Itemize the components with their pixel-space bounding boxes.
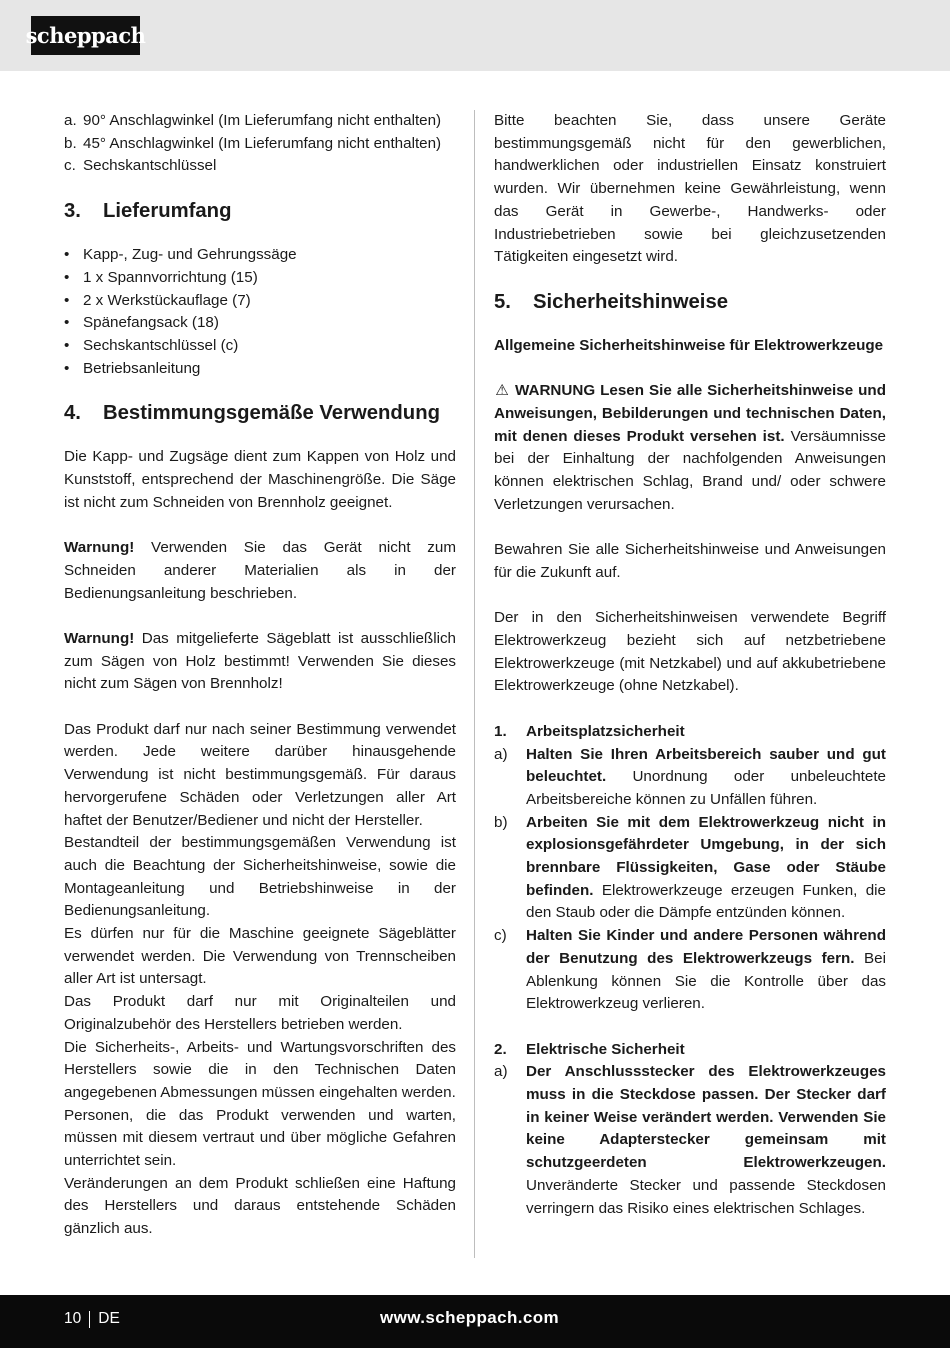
safety-warning: ⚠ WARNUNG Lesen Sie alle Sicherheitshinweise und Anweisungen, Bebilderungen und technischen Daten, mit denen dieses Produkt versehen ist. Versäumnisse bei der Einhaltung der nachfolgenden Anweisungen können elektrischen Schlag, Brand und/ oder schwere Verletzungen verursachen. [494, 382, 886, 513]
body-paragraph: Das Produkt darf nur mit Originalteilen und Originalzubehör des Herstellers betrieben werden. [64, 993, 456, 1033]
list-item: c. Sechskantschlüssel [64, 157, 217, 175]
intro-paragraph: Die Kapp- und Zugsäge dient zum Kappen von Holz und Kunststoff, entsprechend der Maschinengröße. Die Säge ist nicht zum Schneiden von Brennholz geeignet. [64, 448, 456, 511]
warning-triangle-icon: ⚠ [495, 382, 509, 400]
page-indicator [64, 1310, 120, 1328]
column-divider [474, 110, 475, 1258]
body-paragraph: Es dürfen nur für die Maschine geeignete Sägeblätter verwendet werden. Die Verwendung von Trennscheiben aller Art ist untersagt. [64, 925, 456, 988]
body-paragraph: Personen, die das Produkt verwenden und warten, müssen mit diesem vertraut und über mögliche Gefahren unterrichtet sein. [64, 1106, 456, 1170]
body-paragraph: Die Sicherheits-, Arbeits- und Wartungsvorschriften des Herstellers sowie die in den Technischen Daten angegebenen Abmessungen müssen eingehalten werden. [64, 1038, 456, 1101]
right-column [494, 110, 886, 1220]
page-number: 10 [64, 1310, 82, 1327]
subtitle: Allgemeine Sicherheitshinweise für Elektrowerkzeuge [494, 336, 884, 354]
list-item: b. 45° Anschlagwinkel (Im Lieferumfang nicht enthalten) [64, 134, 442, 152]
list-item: • 2 x Werkstückauflage (7) [64, 291, 251, 309]
body-paragraph: Veränderungen an dem Produkt schließen eine Haftung des Herstellers und daraus entstehende Schäden gänzlich aus. [64, 1174, 456, 1238]
body-paragraph: Das Produkt darf nur nach seiner Bestimmung verwendet werden. Jede weitere darüber hinausgehende Verwendung ist nicht bestimmungsgemäß. Für daraus hervorgerufene Schäden oder Verletzungen aller Art haftet der Benutzer/Bediener und nicht der Hersteller. [64, 720, 456, 829]
list-item: a) Halten Sie Ihren Arbeitsbereich sauber und gut beleuchtet. Unordnung oder unbeleuchtete Arbeitsbereiche können zu Unfällen führen. [494, 745, 886, 808]
list-item: b) Arbeiten Sie mit dem Elektrowerkzeug nicht in explosionsgefährdeter Umgebung, in der sich brennbare Flüssigkeiten, Gase oder Stäube befinden. Elektrowerkzeuge erzeugen Funken, die den Staub oder die Dämpfe entzünden können. [494, 813, 886, 922]
section-heading-verwendung: 4. Bestimmungsgemäße Verwendung [64, 402, 440, 425]
scheppach-logo: scheppach [31, 16, 140, 55]
list-item: a) Der Anschlussstecker des Elektrowerkzeuges muss in die Steckdose passen. Der Stecker darf in keiner Weise verändert werden. Verwenden Sie keine Adapterstecker gemeinsam mit schutzgeerdeten Elektrowerkzeugen. Unveränderte Stecker und passende Steckdosen verringern das Risiko eines elektrischen Schlages. [494, 1063, 886, 1217]
list-item: a. 90° Anschlagwinkel (Im Lieferumfang nicht enthalten) [64, 112, 442, 129]
body-paragraph: Der in den Sicherheitshinweisen verwendete Begriff Elektrowerkzeug bezieht sich auf netzbetriebene Elektrowerkzeuge (mit Netzkabel) und auf akkubetriebene Elektrowerkzeuge (ohne Netzkabel). [494, 609, 886, 695]
usage-note: Bitte beachten Sie, dass unsere Geräte bestimmungsgemäß nicht für den gewerblichen, handwerklichen oder industriellen Einsatz konstruiert wurden. Wir übernehmen keine Gewährleistung, wenn das Gerät in Gewerbe-, Handwerks- oder Industriebetrieben sowie bei gleichzusetzenden Tätigkeiten eingesetzt wird. [494, 112, 886, 266]
delivery-list [64, 244, 456, 380]
accessory-list [64, 110, 456, 178]
list-item: • Betriebsanleitung [64, 359, 201, 377]
header-bar [0, 0, 950, 71]
subsection-heading-elektrisch: 2. Elektrische Sicherheit [494, 1040, 685, 1058]
footer-bar [0, 1295, 950, 1348]
list-item: c) Halten Sie Kinder und andere Personen während der Benutzung des Elektrowerkzeugs fern. Bei Ablenkung können Sie die Kontrolle über das Elektrowerkzeug verlieren. [494, 927, 886, 1013]
subsection-heading-arbeitsplatz: 1. Arbeitsplatzsicherheit [494, 722, 685, 740]
body-paragraph: Bestandteil der bestimmungsgemäßen Verwendung ist auch die Beachtung der Sicherheitshinweise, sowie die Montageanleitung und Betriebshinweise in der Bedienungsanleitung. [64, 834, 456, 920]
body-paragraph: Bewahren Sie alle Sicherheitshinweise und Anweisungen für die Zukunft auf. [494, 541, 886, 581]
left-column [64, 110, 456, 1241]
language-code: DE [98, 1310, 120, 1327]
divider [89, 1311, 90, 1328]
section-heading-sicherheitshinweise: 5. Sicherheitshinweise [494, 290, 728, 313]
list-item: • 1 x Spannvorrichtung (15) [64, 268, 258, 286]
warning-paragraph: Warnung! Verwenden Sie das Gerät nicht zum Schneiden anderer Materialien als in der Bedienungsanleitung beschrieben. [64, 539, 456, 602]
section-heading-lieferumfang: 3. Lieferumfang [64, 200, 232, 223]
website-link[interactable]: www.scheppach.com [380, 1308, 560, 1327]
list-item: • Spänefangsack (18) [64, 314, 219, 332]
warning-paragraph: Warnung! Das mitgelieferte Sägeblatt ist ausschließlich zum Sägen von Holz bestimmt! Verwenden Sie dieses nicht zum Sägen von Brennholz! [64, 629, 456, 693]
list-item: • Sechskantschlüssel (c) [64, 336, 239, 354]
list-item: • Kapp-, Zug- und Gehrungssäge [64, 246, 297, 264]
